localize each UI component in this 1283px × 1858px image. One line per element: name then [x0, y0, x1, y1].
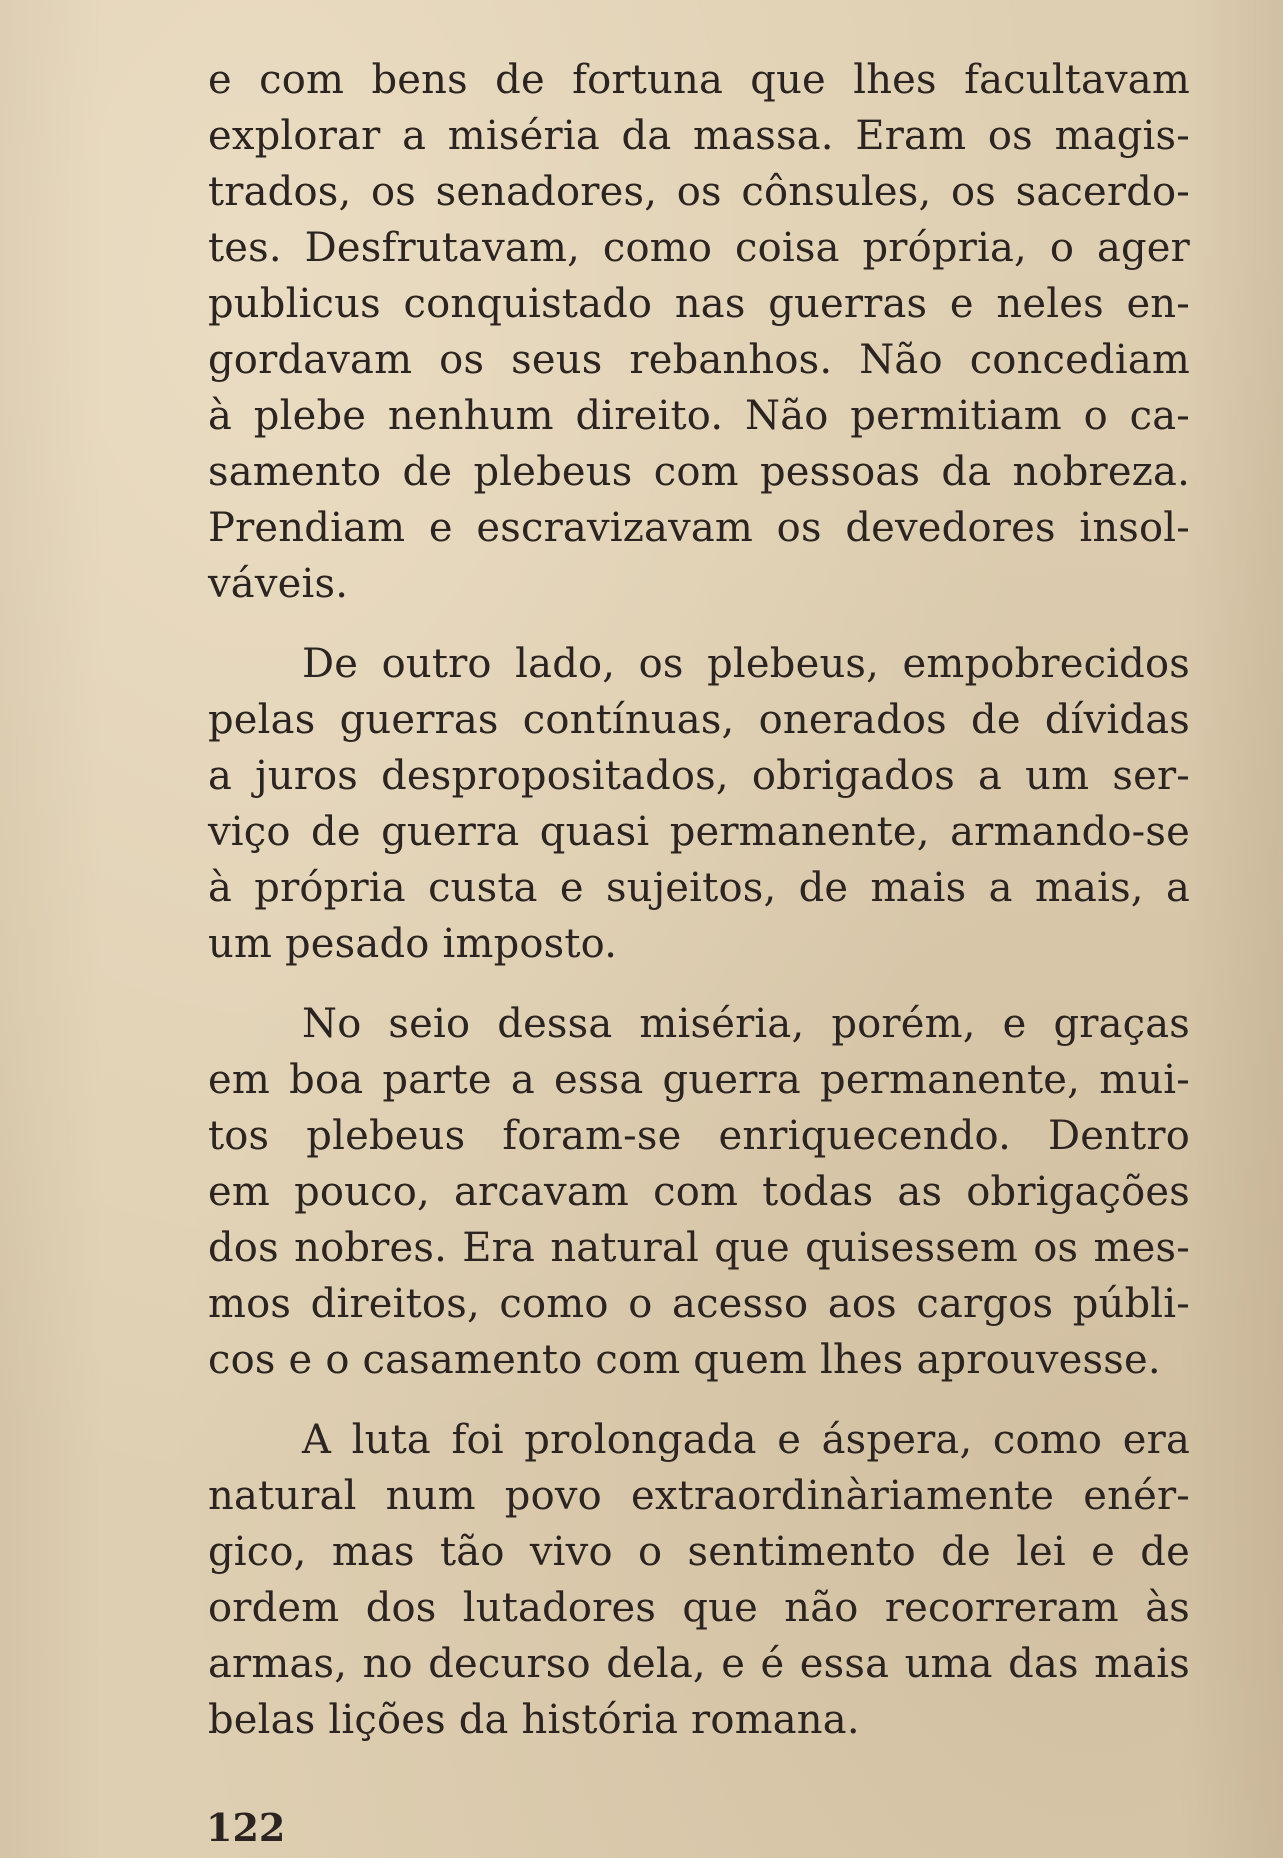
text-line: pelas guerras contínuas, onerados de dívidas	[208, 697, 1190, 743]
text-line: Prendiam e escravizavam os devedores insol-	[208, 505, 1190, 551]
text-line: e com bens de fortuna que lhes facultavam	[208, 57, 1190, 103]
text-line: dos nobres. Era natural que quisessem os mes-	[208, 1225, 1190, 1271]
text-line: a juros despropositados, obrigados a um ser-	[208, 753, 1190, 799]
text-line: em boa parte a essa guerra permanente, mui-	[208, 1057, 1190, 1103]
text-line: cos e o casamento com quem lhes aprouvesse.	[208, 1337, 1161, 1383]
text-line: ordem dos lutadores que não recorreram às	[208, 1585, 1190, 1631]
text-line: váveis.	[208, 561, 349, 607]
text-line: De outro lado, os plebeus, empobrecidos	[302, 641, 1190, 687]
text-line: gordavam os seus rebanhos. Não concediam	[208, 337, 1190, 383]
text-line: tos plebeus foram-se enriquecendo. Dentro	[208, 1113, 1190, 1159]
text-line: natural num povo extraordinàriamente enér-	[208, 1473, 1190, 1519]
text-line: à plebe nenhum direito. Não permitiam o ca-	[208, 393, 1190, 439]
paragraph-3	[208, 996, 1190, 1388]
text-line: em pouco, arcavam com todas as obrigações	[208, 1169, 1190, 1215]
text-line: samento de plebeus com pessoas da nobreza.	[208, 449, 1190, 495]
paragraph-2	[208, 636, 1190, 972]
text-line: belas lições da história romana.	[208, 1697, 860, 1743]
text-line: gico, mas tão vivo o sentimento de lei e de	[208, 1529, 1190, 1575]
text-line: No seio dessa miséria, porém, e graças	[302, 1001, 1190, 1047]
text-line: publicus conquistado nas guerras e neles en-	[208, 281, 1190, 327]
text-line: explorar a miséria da massa. Eram os magis-	[208, 113, 1190, 159]
text-line: A luta foi prolongada e áspera, como era	[302, 1417, 1190, 1463]
text-line: armas, no decurso dela, e é essa uma das mais	[208, 1641, 1190, 1687]
text-line: trados, os senadores, os cônsules, os sacerdo-	[208, 169, 1190, 215]
text-line: à própria custa e sujeitos, de mais a mais, a	[208, 865, 1190, 911]
page-number: 122	[206, 1805, 286, 1850]
page-body-text	[208, 52, 1190, 1748]
text-line: mos direitos, como o acesso aos cargos públi-	[208, 1281, 1190, 1327]
text-line: viço de guerra quasi permanente, armando-se	[208, 809, 1190, 855]
text-line: um pesado imposto.	[208, 921, 618, 967]
paragraph-4	[208, 1412, 1190, 1748]
paragraph-1	[208, 52, 1190, 612]
text-line: tes. Desfrutavam, como coisa própria, o ager	[208, 225, 1190, 271]
